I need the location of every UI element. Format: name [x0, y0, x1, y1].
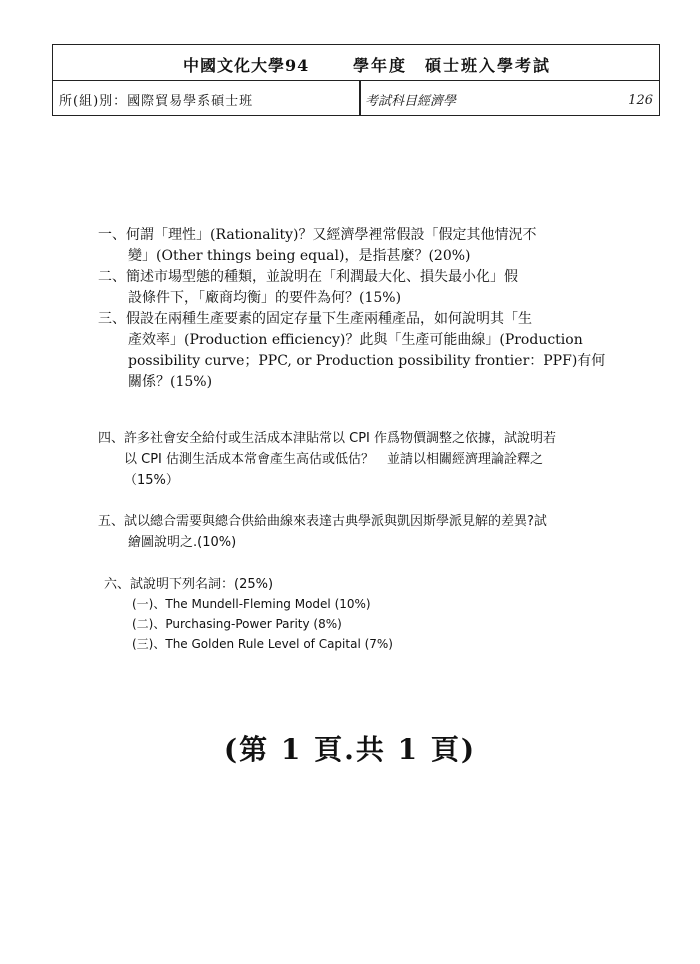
question-line: 設條件下，「廠商均衡」的要件為何？(15%): [128, 290, 402, 306]
question-line: 繪圖說明之.(10%): [128, 535, 237, 550]
question-line: 以 CPI 估測生活成本常會產生高估或低估？ 並請以相關經濟理論詮釋之: [124, 452, 544, 467]
question-line: 六、試說明下列名詞：(25%): [104, 577, 274, 592]
question-line: 五、試以總合需要與總合供給曲線來表達古典學派與凱因斯學派見解的差異?試: [98, 514, 547, 529]
question-line: 變」(Other things being equal)，是指甚麼？(20%): [128, 248, 471, 264]
question-line: 四、許多社會安全給付或生活成本津貼常以 CPI 作爲物價調整之依據，試說明若: [98, 431, 557, 446]
question-3: [98, 309, 606, 393]
exam-header: [52, 44, 660, 116]
question-6-items: [132, 594, 393, 654]
question-6: [104, 574, 584, 595]
list-item: (一)、The Mundell-Fleming Model (10%): [132, 597, 371, 611]
header-title-row: [53, 45, 659, 81]
paper-code: 126: [628, 93, 653, 108]
question-5: [98, 511, 578, 553]
page-number: (第 1 頁.共 1 頁): [223, 733, 477, 766]
question-2: [98, 267, 578, 309]
question-4: [98, 428, 578, 491]
department-label: 所(組)別：國際貿易學系碩士班: [59, 94, 254, 109]
list-item: (二)、Purchasing-Power Parity (8%): [132, 617, 342, 631]
question-line: 二、簡述市場型態的種類，並說明在「利潤最大化、損失最小化」假: [98, 269, 518, 285]
question-1: [98, 225, 578, 267]
question-line: 一、何謂「理性」(Rationality)？又經濟學裡常假設「假定其他情況不: [98, 227, 537, 243]
university-name: 中國文化大學94: [183, 56, 310, 75]
question-line: possibility curve；PPC, or Production possibility frontier：PPF)有何: [128, 353, 606, 369]
header-divider: [359, 81, 361, 115]
exam-title: 學年度 碩士班入學考試: [353, 56, 552, 75]
question-line: 三、假設在兩種生產要素的固定存量下生產兩種產品，如何說明其「生: [98, 311, 532, 327]
question-line: （15%）: [124, 473, 179, 488]
list-item: (三)、The Golden Rule Level of Capital (7%): [132, 637, 393, 651]
question-line: 關係？(15%): [128, 374, 213, 390]
header-info-row: [53, 81, 659, 115]
question-line: 產效率」(Production efficiency)？此與「生產可能曲線」(Production: [128, 332, 583, 348]
subject-label: 考試科目經濟學: [365, 94, 457, 109]
